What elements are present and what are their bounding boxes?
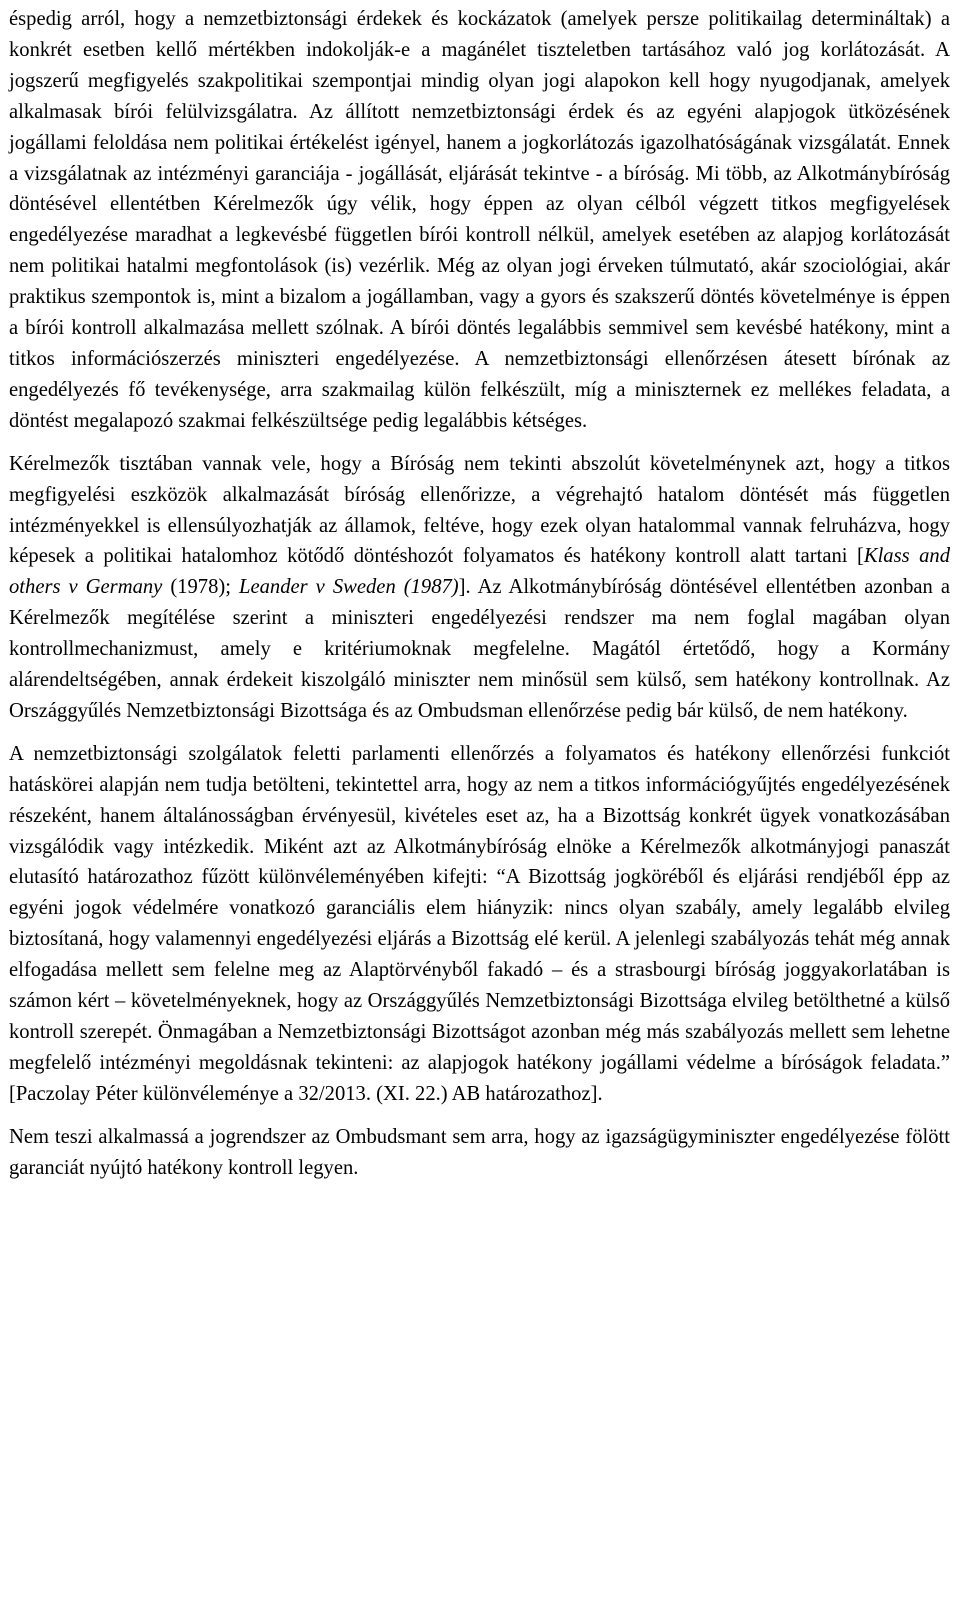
paragraph-2-text-c: ]. Az Alkotmánybíróság döntésével ellentétben azonban a Kérelmezők megítélése szerint a miniszteri engedélyezési rendszer ma nem foglal magában olyan kontrollmechanizmust, amely e kritériumoknak megfelelne. Magától értetődő, hogy a Kormány alárendeltségében, annak érdekeit kiszolgáló miniszter nem minősül sem külső, sem hatékony kontrollnak. Az Országgyűlés Nemzetbiztonsági Bizottsága és az Ombudsman ellenőrzése pedig bár külső, de nem hatékony. bbox=[9, 576, 951, 722]
case-citation-leander: Leander v Sweden (1987) bbox=[239, 576, 459, 599]
paragraph-3: A nemzetbiztonsági szolgálatok feletti parlamenti ellenőrzés a folyamatos és hatékony ellenőrzési funkciót hatáskörei alapján nem tudja betölteni, tekintettel arra, hogy az nem a titkos információgyűjtés engedélyezésének részeként, hanem általánosságban érvényesül, kivételes eset az, ha a Bizottság konkrét ügyek vonatkozásában vizsgálódik vagy intézkedik. Miként azt az Alkotmánybíróság elnöke a Kérelmezők alkotmányjogi panaszát elutasító határozathoz fűzött különvéleményében kifejti: “A Bizottság jogköréből és eljárási rendjéből épp az egyéni jogok védelmére vonatkozó garanciális elem hiányzik: nincs olyan szabály, amely legalább elvileg biztosítaná, hogy valamennyi engedélyezési eljárás a Bizottság elé kerül. A jelenlegi szabályozás tehát még annak elfogadása mellett sem felelne meg az Alaptörvényből fakadó – és a strasbourgi bíróság joggyakorlatában is számon kért – követelményeknek, hogy az Országgyűlés Nemzetbiztonsági Bizottsága elvileg betölthetné a külső kontroll szerepét. Önmagában a Nemzetbiztonsági Bizottságot azonban még más szabályozás mellett sem lehetne megfelelő intézményi megoldásnak tekinteni: az alapjogok hatékony jogállami védelme a bíróságok feladata.” [Paczolay Péter különvéleménye a 32/2013. (XI. 22.) AB határozathoz]. bbox=[9, 742, 950, 1105]
paragraph-4: Nem teszi alkalmassá a jogrendszer az Ombudsmant sem arra, hogy az igazságügyminiszter engedélyezése fölött garanciát nyújtó hatékony kontroll legyen. bbox=[9, 1125, 950, 1179]
paragraph-2-text-a: Kérelmezők tisztában vannak vele, hogy a Bíróság nem tekinti abszolút követelménynek azt, hogy a titkos megfigyelési eszközök alkalmazását bíróság ellenőrizze, a végrehajtó hatalom döntését más független intézményekkel is ellensúlyozhatják az államok, feltéve, hogy ezek olyan hatalommal vannak felruházva, hogy képesek a politikai hatalomhoz kötődő döntéshozót folyamatos és hatékony kontroll alatt tartani [ bbox=[9, 452, 950, 568]
document-page bbox=[9, 4, 950, 1184]
paragraph-2-text-b: (1978); bbox=[162, 576, 239, 599]
paragraph-2 bbox=[9, 449, 950, 727]
case-citation-klass: Klass and others v Germany bbox=[9, 545, 950, 599]
paragraph-1: éspedig arról, hogy a nemzetbiztonsági érdekek és kockázatok (amelyek persze politikailag determináltak) a konkrét esetben kellő mértékben indokolják-e a magánélet tiszteletben tartásához való jog korlátozását. A jogszerű megfigyelés szakpolitikai szempontjai mindig olyan jogi alapokon kell hogy nyugodjanak, amelyek alkalmasak bírói felülvizsgálatra. Az állított nemzetbiztonsági érdek és az egyéni alapjogok ütközésének jogállami feloldása nem politikai értékelést igényel, hanem a jogkorlátozás igazolhatóságának vizsgálatát. Ennek a vizsgálatnak az intézményi garanciája - jogállását, eljárását tekintve - a bíróság. Mi több, az Alkotmánybíróság döntésével ellentétben Kérelmezők úgy vélik, hogy éppen az olyan célból végzett titkos megfigyelések engedélyezése maradhat a legkevésbé független bírói kontroll nélkül, amelyek esetében az alapjog korlátozását nem politikai hatalmi megfontolások (is) vezérlik. Még az olyan jogi érveken túlmutató, akár szociológiai, akár praktikus szempontok is, mint a bizalom a jogállamban, vagy a gyors és szakszerű döntés követelménye is éppen a bírói kontroll alkalmazása mellett szólnak. A bírói döntés legalábbis semmivel sem kevésbé hatékony, mint a titkos információszerzés miniszteri engedélyezése. A nemzetbiztonsági ellenőrzésen átesett bírónak az engedélyezés fő tevékenysége, arra szakmailag külön felkészült, míg a miniszternek ez mellékes feladata, a döntést megalapozó szakmai felkészültsége pedig legalábbis kétséges. bbox=[9, 8, 950, 432]
